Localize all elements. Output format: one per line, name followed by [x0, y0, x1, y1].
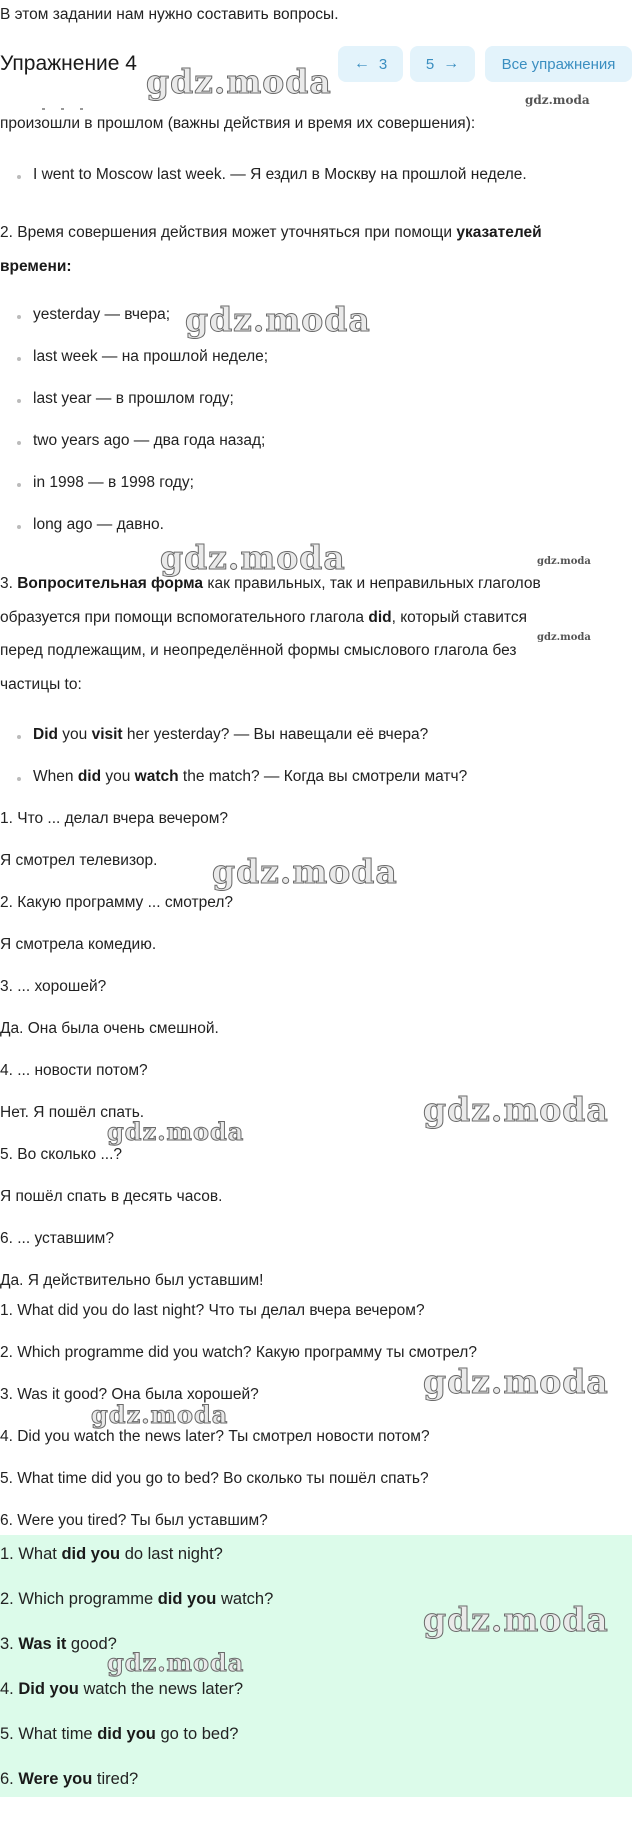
ex-bold: visit — [91, 726, 123, 743]
watermark-logo: gdz.moda — [537, 556, 591, 567]
time-marker-item: in 1998 — в 1998 году; — [33, 474, 194, 491]
bullet-dot — [17, 357, 21, 361]
translation-line: 5. What time did you go to bed? Во сколько ты пошёл спать? — [0, 1470, 429, 1487]
answer-text: 1. What — [0, 1545, 62, 1563]
translation-line: 2. Which programme did you watch? Какую программу ты смотрел? — [0, 1344, 477, 1361]
answer-line — [0, 1635, 117, 1654]
bullet-dot — [17, 315, 21, 319]
point-3-text: , который ставится — [391, 609, 527, 626]
ex-text: the match? — Когда вы смотрели матч? — [178, 768, 468, 785]
ex-text: you — [101, 768, 135, 785]
bullet-dot — [17, 175, 21, 179]
bullet-dot — [17, 399, 21, 403]
theory-point-2-cont — [0, 258, 72, 276]
time-marker-item: last year — в прошлом году; — [33, 390, 234, 407]
theory-point-3-line4: частицы to: — [0, 676, 82, 693]
answer-text: watch? — [216, 1590, 274, 1608]
bullet-dot — [17, 441, 21, 445]
dialogue-line: 5. Во сколько ...? — [0, 1146, 123, 1163]
intro-text: В этом задании нам нужно составить вопросы. — [0, 6, 339, 23]
dialogue-line: 3. ... хорошей? — [0, 978, 107, 995]
page-title: Упражнение 4 — [0, 52, 137, 75]
bullet-dot — [17, 735, 21, 739]
watermark-logo: gdz.moda — [146, 62, 332, 101]
ex-text: her yesterday? — Вы навещали её вчера? — [122, 726, 429, 743]
answer-text: go to bed? — [155, 1725, 239, 1743]
next-exercise-label: 5 — [425, 55, 435, 73]
watermark-logo: gdz.moda — [212, 852, 398, 891]
prev-exercise-button[interactable] — [338, 46, 403, 82]
answer-text: good? — [66, 1635, 117, 1653]
answers-box — [0, 1535, 632, 1797]
watermark-logo: gdz.moda — [525, 93, 590, 107]
arrow-right-icon: → — [443, 55, 460, 72]
answer-text: 3. — [0, 1635, 19, 1653]
answer-bold: did you — [97, 1725, 156, 1743]
point-2-bold-cont: времени: — [0, 258, 72, 275]
dialogue-line: 1. Что ... делал вчера вечером? — [0, 810, 228, 827]
clipped-text-remnant — [42, 97, 122, 100]
answer-line — [0, 1770, 138, 1789]
theory-past-line: произошли в прошлом (важны действия и время их совершения): — [0, 115, 476, 132]
bullet-dot — [17, 483, 21, 487]
translation-line: 3. Was it good? Она была хорошей? — [0, 1386, 259, 1403]
answer-line — [0, 1725, 238, 1744]
question-example — [33, 768, 467, 786]
time-marker-item: long ago — давно. — [33, 516, 164, 533]
bullet-dot — [17, 525, 21, 529]
watermark-logo: gdz.moda — [423, 1090, 609, 1129]
time-marker-item: last week — на прошлой неделе; — [33, 348, 269, 365]
answer-bold: Were you — [18, 1770, 93, 1788]
dialogue-line: Да. Она была очень смешной. — [0, 1020, 219, 1037]
answer-text: 6. — [0, 1770, 19, 1788]
translation-line: 6. Were you tired? Ты был уставшим? — [0, 1512, 268, 1529]
translation-line: 1. What did you do last night? Что ты делал вчера вечером? — [0, 1302, 425, 1319]
answer-line — [0, 1545, 223, 1564]
dialogue-line: 4. ... новости потом? — [0, 1062, 148, 1079]
dialogue-line: Нет. Я пошёл спать. — [0, 1104, 145, 1121]
time-marker-item: two years ago — два года назад; — [33, 432, 266, 449]
watermark-logo: gdz.moda — [107, 1117, 245, 1146]
watermark-logo: gdz.moda — [160, 538, 346, 577]
example-sentence: I went to Moscow last week. — Я ездил в Москву на прошлой неделе. — [33, 166, 527, 183]
prev-exercise-label: 3 — [378, 55, 388, 73]
dialogue-line: Я смотрела комедию. — [0, 936, 157, 953]
all-exercises-button[interactable]: Все упражнения — [485, 46, 632, 82]
point-3-num: 3. — [0, 575, 18, 592]
answer-bold: did you — [157, 1590, 217, 1608]
bullet-dot — [17, 777, 21, 781]
question-example — [33, 726, 428, 744]
translation-line: 4. Did you watch the news later? Ты смотрел новости потом? — [0, 1428, 430, 1445]
point-2-text: 2. Время совершения действия может уточняться при помощи — [0, 224, 457, 241]
theory-point-3 — [0, 575, 541, 593]
answer-bold: Did you — [18, 1680, 79, 1698]
theory-point-2 — [0, 224, 542, 242]
answer-bold: Was it — [18, 1635, 67, 1653]
time-marker-item: yesterday — вчера; — [33, 306, 171, 323]
ex-text: you — [57, 726, 92, 743]
arrow-left-icon: ← — [353, 55, 370, 72]
dialogue-line: Я пошёл спать в десять часов. — [0, 1188, 223, 1205]
next-exercise-button[interactable] — [410, 46, 475, 82]
watermark-logo: gdz.moda — [107, 1648, 245, 1677]
watermark-logo: gdz.moda — [91, 1400, 229, 1429]
ex-bold: did — [77, 768, 102, 785]
answer-text: watch the news later? — [78, 1680, 244, 1698]
answer-text: 4. — [0, 1680, 19, 1698]
theory-point-3-line3: перед подлежащим, и неопределённой формы смыслового глагола без — [0, 642, 517, 659]
answer-text: 2. Which programme — [0, 1590, 158, 1608]
answer-text: 5. What time — [0, 1725, 98, 1743]
dialogue-line: Я смотрел телевизор. — [0, 852, 158, 869]
answer-text: do last night? — [120, 1545, 223, 1563]
point-2-bold: указателей — [456, 224, 542, 241]
point-3-did: did — [368, 609, 392, 626]
point-3-text: как правильных, так и неправильных глаголов — [203, 575, 541, 592]
watermark-logo: gdz.moda — [185, 300, 371, 339]
dialogue-line: 6. ... уставшим? — [0, 1230, 114, 1247]
point-3-bold: Вопросительная форма — [17, 575, 204, 592]
answer-line — [0, 1680, 243, 1699]
dialogue-line: Да. Я действительно был уставшим! — [0, 1272, 264, 1289]
dialogue-line: 2. Какую программу ... смотрел? — [0, 894, 233, 911]
answer-line — [0, 1590, 273, 1609]
answer-bold: did you — [61, 1545, 121, 1563]
theory-point-3-line2 — [0, 609, 527, 627]
watermark-logo: gdz.moda — [537, 632, 591, 643]
watermark-logo: gdz.moda — [423, 1600, 609, 1639]
answer-text: tired? — [92, 1770, 139, 1788]
ex-bold: Did — [33, 726, 58, 743]
ex-text: When — [33, 768, 78, 785]
ex-bold: watch — [134, 768, 179, 785]
point-3-text: образуется при помощи вспомогательного глагола — [0, 609, 369, 626]
watermark-logo: gdz.moda — [423, 1362, 609, 1401]
